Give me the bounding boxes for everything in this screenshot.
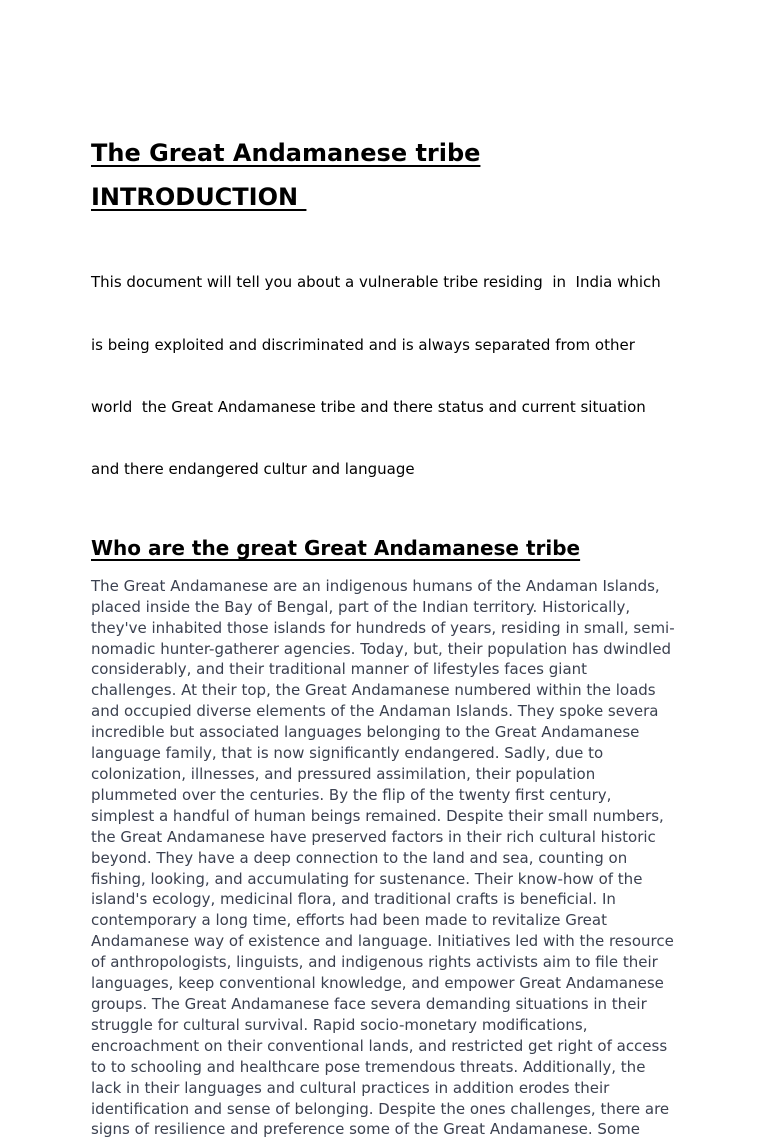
section-line: groups. The Great Andamanese face severa demanding situations in their — [91, 994, 647, 1013]
section-line: to to schooling and healthcare pose tremendous threats. Additionally, the — [91, 1057, 646, 1076]
section-line: plummeted over the centuries. By the flip of the twenty first century, — [91, 785, 612, 804]
introduction-heading: INTRODUCTION — [91, 183, 307, 211]
section-line: incredible but associated languages belonging to the Great Andamanese — [91, 723, 640, 742]
section-line: identification and sense of belonging. Despite the ones challenges, there are — [91, 1099, 670, 1118]
intro-line: is being exploited and discriminated and is always separated from other — [91, 335, 635, 354]
section-line: The Great Andamanese are an indigenous humans of the Andaman Islands, — [91, 576, 660, 595]
section-heading: Who are the great Great Andamanese tribe — [91, 535, 581, 560]
section-line: nomadic hunter-gatherer agencies. Today, but, their population has dwindled — [91, 639, 672, 658]
section-line: signs of resilience and preference some of the Great Andamanese. Some — [91, 1120, 640, 1139]
section-paragraph — [91, 576, 681, 1140]
section-line: contemporary a long time, efforts had been made to revitalize Great — [91, 911, 607, 930]
document-page — [91, 136, 681, 1140]
section-line: island's ecology, medicinal flora, and traditional crafts is beneficial. In — [91, 890, 616, 909]
intro-line: This document will tell you about a vulnerable tribe residing in India which — [91, 273, 661, 292]
section-line: struggle for cultural survival. Rapid socio-monetary modifications, — [91, 1015, 588, 1034]
section-line: languages, keep conventional knowledge, and empower Great Andamanese — [91, 974, 664, 993]
section-line: Andamanese way of existence and language. Initiatives led with the resource — [91, 932, 674, 951]
intro-line: world the Great Andamanese tribe and there status and current situation — [91, 397, 646, 416]
section-line: encroachment on their conventional lands, and restricted get right of access — [91, 1036, 668, 1055]
introduction-paragraph — [91, 231, 681, 521]
section-line: beyond. They have a deep connection to the land and sea, counting on — [91, 848, 628, 867]
section-line: they've inhabited those islands for hundreds of years, residing in small, semi- — [91, 618, 675, 637]
section-line: fishing, looking, and accumulating for sustenance. Their know-how of the — [91, 869, 643, 888]
intro-line: and there endangered cultur and language — [91, 459, 415, 478]
section-line: and occupied diverse elements of the Andaman Islands. They spoke severa — [91, 702, 659, 721]
section-line: the Great Andamanese have preserved factors in their rich cultural historic — [91, 827, 656, 846]
section-line: lack in their languages and cultural practices in addition erodes their — [91, 1078, 610, 1097]
section-line: placed inside the Bay of Bengal, part of the Indian territory. Historically, — [91, 597, 631, 616]
section-line: challenges. At their top, the Great Andamanese numbered within the loads — [91, 681, 656, 700]
section-line: colonization, illnesses, and pressured assimilation, their population — [91, 765, 596, 783]
section-line: simplest a handful of human beings remained. Despite their small numbers, — [91, 806, 664, 825]
section-line: language family, that is now significantly endangered. Sadly, due to — [91, 744, 604, 763]
section-line: considerably, and their traditional manner of lifestyles faces giant — [91, 660, 588, 679]
section-line: of anthropologists, linguists, and indigenous rights activists aim to file their — [91, 953, 658, 972]
document-title: The Great Andamanese tribe — [91, 139, 481, 167]
